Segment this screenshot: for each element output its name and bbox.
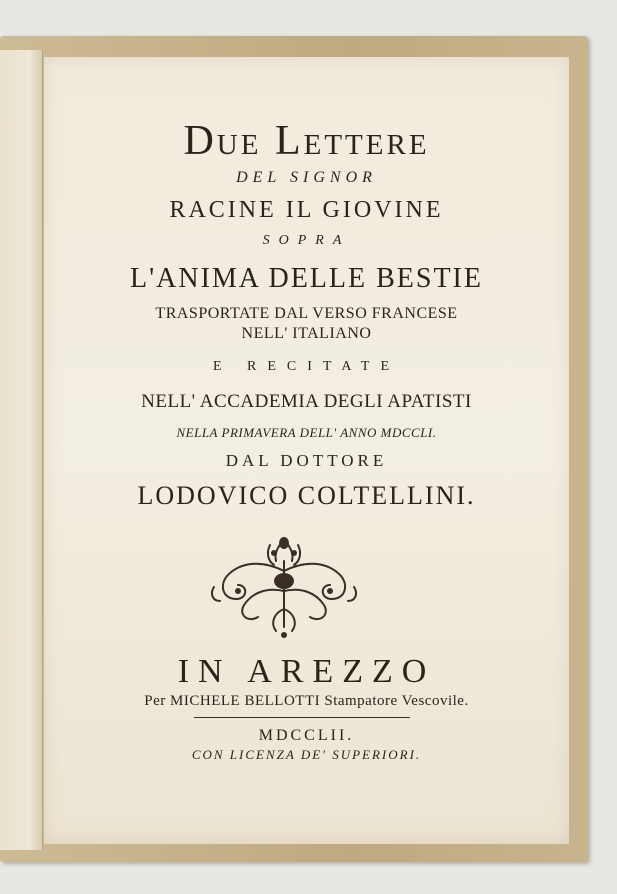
title-line-italiano: NELL' ITALIANO bbox=[241, 325, 372, 342]
title-line-primavera: NELLA PRIMAVERA DELL' ANNO MDCCLI. bbox=[176, 425, 437, 440]
title-line-recitate: E RECITATE bbox=[212, 359, 401, 374]
license-line: CON LICENZA DE' SUPERIORI. bbox=[191, 747, 422, 762]
book-title: Due Lettere bbox=[183, 118, 430, 164]
title-line-sopra: SOPRA bbox=[262, 233, 351, 248]
book-subject: L'ANIMA DELLE BESTIE bbox=[129, 263, 483, 294]
divider-rule bbox=[194, 717, 410, 718]
floral-ornament-icon bbox=[204, 531, 364, 641]
place-of-publication: IN AREZZO bbox=[177, 653, 436, 690]
title-line-accademia: NELL' ACCADEMIA DEGLI APATISTI bbox=[141, 391, 472, 412]
translator-name: LODOVICO COLTELLINI. bbox=[137, 481, 476, 510]
title-page bbox=[44, 57, 569, 844]
publication-year: MDCCLII. bbox=[258, 727, 355, 744]
left-page-edge bbox=[0, 50, 43, 850]
title-line-dottore: DAL DOTTORE bbox=[225, 451, 388, 470]
title-line-trasportate: TRASPORTATE DAL VERSO FRANCESE bbox=[155, 305, 458, 322]
title-line-del-signor: DEL SIGNOR bbox=[236, 169, 377, 186]
printer-line: Per MICHELE BELLOTTI Stampatore Vescovile. bbox=[144, 693, 469, 709]
author-name: RACINE IL GIOVINE bbox=[169, 197, 444, 223]
